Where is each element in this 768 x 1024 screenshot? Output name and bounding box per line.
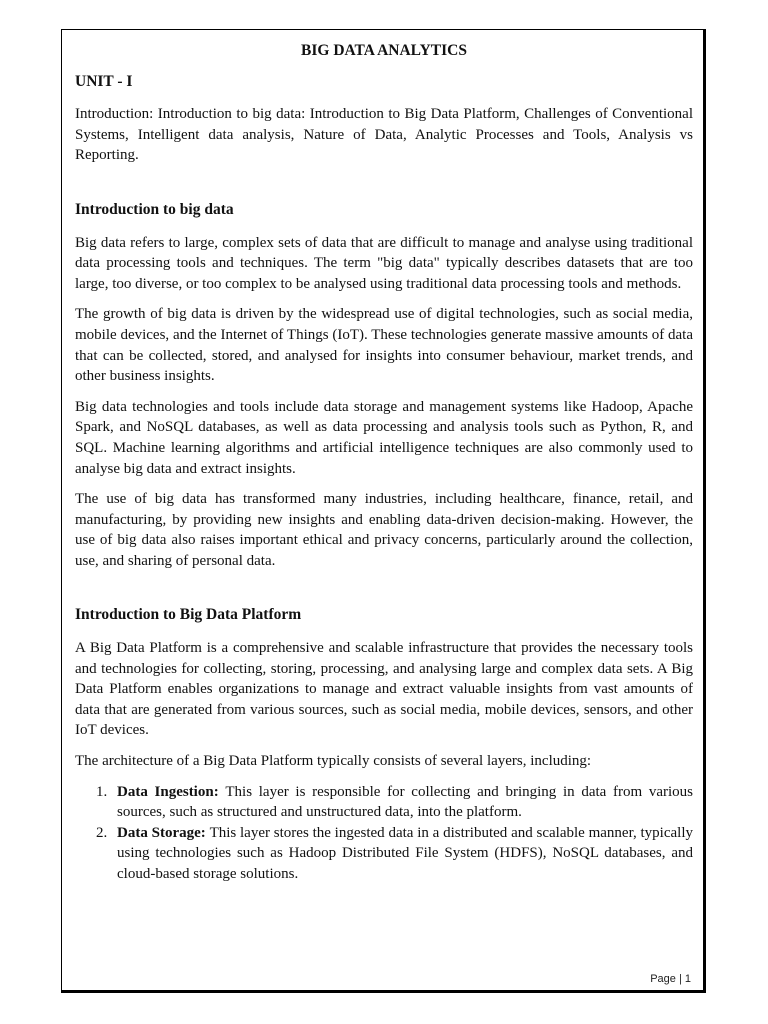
paragraph: A Big Data Platform is a comprehensive and scalable infrastructure that provides the necessary tools and technologies for collecting, storing, processing, and analysing large and complex data sets. A Big Data Platform enables organizations to manage and extract valuable insights from vast amounts of data that are generated from various sources, such as social media, mobile devices, sensors, and other IoT devices. (75, 640, 693, 739)
document-title: BIG DATA ANALYTICS (301, 42, 467, 59)
paragraph: The growth of big data is driven by the widespread use of digital technologies, such as social media, mobile devices, and the Internet of Things (IoT). These technologies generate massive amounts of data that can be collected, stored, and analysed for insights into consumer behaviour, market trends, and other business insights. (75, 306, 693, 385)
list-item-number: 2. (96, 824, 108, 841)
document-body (75, 41, 693, 885)
list-item-term: Data Ingestion: (117, 783, 226, 800)
paragraph: The use of big data has transformed many industries, including healthcare, finance, retail, and manufacturing, by providing new insights and enabling data-driven decision-making. However, the use of big data also raises important ethical and privacy concerns, particularly around the collection, use, and sharing of personal data. (75, 491, 693, 569)
section-spacer (75, 176, 693, 200)
list-item (75, 782, 693, 823)
list-item-text: This layer stores the ingested data in a distributed and scalable manner, typically using technologies such as Hadoop Distributed File System (HDFS), NoSQL databases, and cloud-based storage solutions. (117, 824, 694, 882)
intro-paragraph: Introduction: Introduction to big data: Introduction to Big Data Platform, Challenges of Conventional Systems, Intelligent data analysis, Nature of Data, Analytic Processes and Tools, Analysis vs Reporting. (75, 106, 693, 164)
list-item (75, 823, 693, 885)
page-number: Page | 1 (650, 973, 691, 985)
section-heading-big-data: Introduction to big data (75, 200, 234, 218)
paragraph: Big data technologies and tools include data storage and management systems like Hadoop, Apache Spark, and NoSQL databases, as well as data processing and analysis tools such as Python, R, and SQL. Machine learning algorithms and artificial intelligence techniques are also commonly used to analyse big data and extract insights. (75, 398, 693, 477)
list-item-number: 1. (96, 783, 108, 800)
list-item-term: Data Storage: (117, 824, 210, 841)
paragraph: Big data refers to large, complex sets of data that are difficult to manage and analyse using traditional data processing tools and techniques. The term "big data" typically describes datasets that are too large, too diverse, or too complex to be analysed using traditional data processing tools and methods. (75, 234, 693, 292)
section-heading-platform: Introduction to Big Data Platform (75, 606, 302, 624)
paragraph: The architecture of a Big Data Platform typically consists of several layers, including: (75, 753, 592, 770)
list-item-text: This layer is responsible for collecting and bringing in data from various sources, such as structured and unstructured data, into the platform. (117, 783, 693, 821)
section-spacer (75, 581, 693, 605)
architecture-layers-list (75, 782, 693, 885)
unit-heading: UNIT - I (75, 72, 133, 90)
